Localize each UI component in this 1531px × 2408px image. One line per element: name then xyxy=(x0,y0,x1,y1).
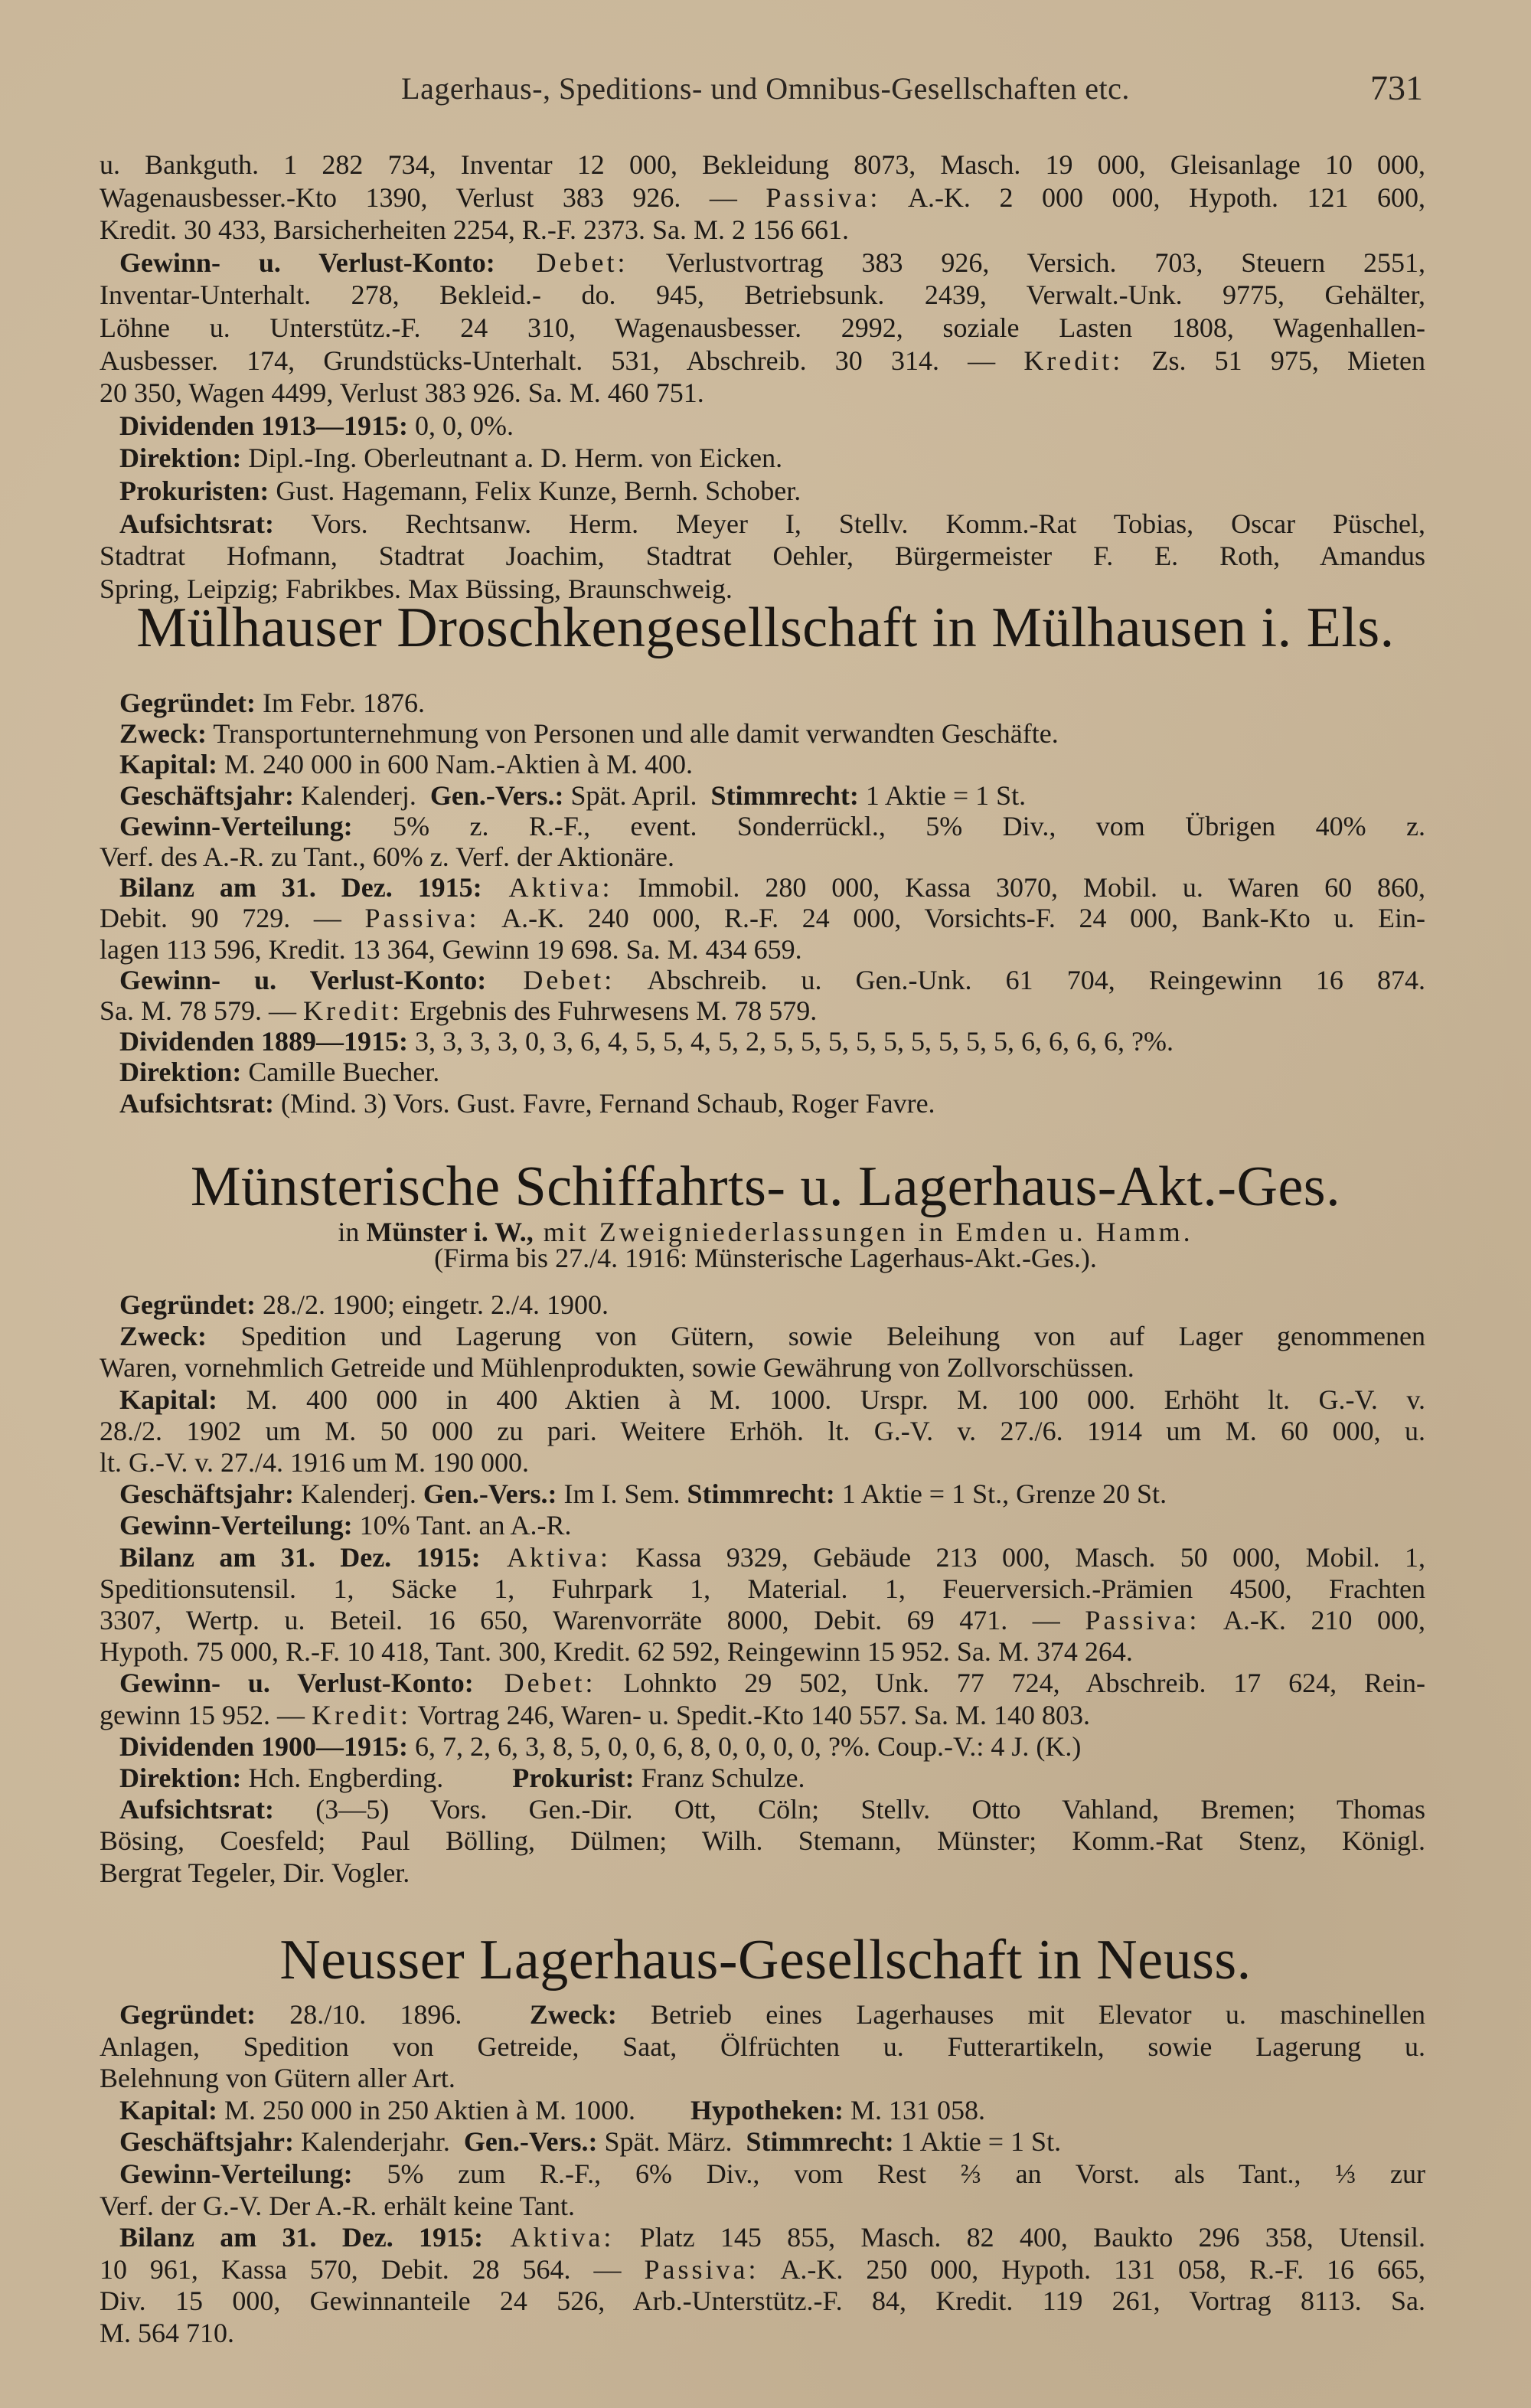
field-label: Geschäftsjahr: xyxy=(119,779,294,811)
text-line xyxy=(100,410,1425,443)
field-label: Kapital: xyxy=(119,1384,218,1415)
paragraph xyxy=(100,1999,1425,2095)
spaced-label: Debet: xyxy=(495,247,628,278)
text: Dipl.-Ing. Oberleutnant a. D. Herm. von Eicken. xyxy=(241,443,783,474)
field-label: Gen.-Vers.: xyxy=(463,2126,598,2158)
spaced-label: Kredit: xyxy=(303,995,403,1027)
text-line xyxy=(100,2191,1425,2223)
field-label: Hypotheken: xyxy=(690,2094,844,2125)
field-label: Gewinn- u. Verlust-Konto: xyxy=(119,964,487,995)
text: Abschreib. u. Gen.-Unk. 61 704, Reingewinn 16 874. xyxy=(615,964,1425,995)
text-line xyxy=(100,1668,1425,1699)
text: Anlagen, Spedition von Getreide, Saat, Ölfrüchten u. Futterartikeln, sowie Lagerung u. xyxy=(100,2031,1425,2062)
text: M. 400 000 in 400 Aktien à M. 1000. Urspr. M. 100 000. Erhöht lt. G.-V. v. xyxy=(217,1384,1425,1415)
spaced-label: Debet: xyxy=(473,1668,596,1699)
text: Hch. Engberding. xyxy=(241,1763,513,1794)
paragraph xyxy=(100,1026,1425,1057)
text-line xyxy=(100,1857,1425,1889)
paragraph xyxy=(100,442,1425,475)
paragraph xyxy=(100,1763,1425,1794)
field-label: Gegründet: xyxy=(119,1999,256,2030)
field-label: Gen.-Vers.: xyxy=(423,1478,557,1510)
text-line xyxy=(100,1088,1425,1119)
text: Camille Buecher. xyxy=(241,1057,440,1088)
paragraph xyxy=(100,718,1425,749)
text: Bösing, Coesfeld; Paul Bölling, Dülmen; Wilh. Stemann, Münster; Komm.-Rat Stenz, Königl. xyxy=(100,1825,1425,1857)
text: Wagenausbesser.-Kto 1390, Verlust 383 926. — xyxy=(100,181,766,213)
spaced-label: Passiva: xyxy=(364,903,480,934)
entry-continuation xyxy=(100,149,1425,605)
text-line xyxy=(100,1026,1425,1057)
text-line xyxy=(100,1700,1425,1731)
text: M. 131 058. xyxy=(844,2094,986,2125)
text-line xyxy=(100,1999,1425,2031)
field-label: Direktion: xyxy=(119,443,242,474)
company-heading-muensterische: Münsterische Schiffahrts- u. Lagerhaus-Akt.-Ges. xyxy=(190,1155,1341,1218)
text: Belehnung von Gütern aller Art. xyxy=(100,2063,455,2094)
text-line xyxy=(100,995,1425,1026)
paragraph xyxy=(100,1510,1425,1541)
paragraph xyxy=(100,1668,1425,1730)
text: Hypoth. 75 000, R.-F. 10 418, Tant. 300, Kredit. 62 592, Reingewinn 15 952. Sa. M. 374 264. xyxy=(100,1636,1133,1668)
text: Immobil. 280 000, Kassa 3070, Mobil. u. Waren 60 860, xyxy=(612,872,1426,903)
field-label: Münster i. W., xyxy=(366,1217,534,1247)
field-label: Prokurist: xyxy=(512,1763,635,1794)
text: 0, 0, 0%. xyxy=(408,410,514,441)
field-label: Stimmrecht: xyxy=(746,2126,894,2158)
text: Im I. Sem. xyxy=(557,1478,687,1510)
text: 10% Tant. an A.-R. xyxy=(352,1510,572,1541)
text-line xyxy=(100,1825,1425,1857)
text-line xyxy=(100,1289,1425,1321)
text: Ergebnis des Fuhrwesens M. 78 579. xyxy=(403,995,818,1027)
text-line xyxy=(100,2285,1425,2318)
paragraph xyxy=(100,688,1425,718)
text: 1 Aktie = 1 St. xyxy=(858,779,1027,811)
text: Löhne u. Unterstütz.-F. 24 310, Wagenausbesser. 2992, soziale Lasten 1808, Wagenhallen- xyxy=(100,312,1425,343)
text: Spät. März. xyxy=(597,2126,746,2158)
text-line xyxy=(100,811,1425,841)
field-label: Kapital: xyxy=(119,749,218,780)
entry-neusser xyxy=(100,1999,1425,2350)
text-line xyxy=(100,1057,1425,1087)
text-line xyxy=(100,1763,1425,1794)
text: Sa. M. 78 579. — xyxy=(100,995,304,1027)
text-line xyxy=(100,2222,1425,2254)
text: 1 Aktie = 1 St. xyxy=(893,2126,1062,2158)
field-label: Gegründet: xyxy=(119,1289,256,1320)
text-line xyxy=(100,1794,1425,1825)
text: Bergrat Tegeler, Dir. Vogler. xyxy=(100,1857,410,1888)
entry-muensterische xyxy=(100,1289,1425,1889)
field-label: Dividenden 1913—1915: xyxy=(119,410,409,441)
text: Div. 15 000, Gewinnanteile 24 526, Arb.-Unterstütz.-F. 84, Kredit. 119 261, Vortrag 8113. Sa. xyxy=(100,2285,1425,2317)
text: Transportunternehmung von Personen und alle damit verwandten Geschäfte. xyxy=(206,718,1059,750)
spaced-label: Passiva: xyxy=(1085,1605,1200,1636)
text: Gust. Hagemann, Felix Kunze, Bernh. Schober. xyxy=(269,475,801,506)
field-label: Bilanz am 31. Dez. 1915: xyxy=(119,872,482,903)
text-line xyxy=(100,903,1425,933)
field-label: Direktion: xyxy=(119,1057,242,1088)
field-label: Gegründet: xyxy=(119,688,256,718)
spaced-label: Aktiva: xyxy=(480,1541,611,1573)
text: A.-K. 250 000, Hypoth. 131 058, R.-F. 16 665, xyxy=(759,2253,1425,2285)
text-line xyxy=(100,1542,1425,1573)
text-line xyxy=(100,181,1425,214)
text-line xyxy=(100,214,1425,247)
text: M. 240 000 in 600 Nam.-Aktien à M. 400. xyxy=(217,749,693,780)
text-line xyxy=(100,1447,1425,1478)
text: u. Bankguth. 1 282 734, Inventar 12 000, Bekleidung 8073, Masch. 19 000, Gleisanlage 10 000, xyxy=(100,149,1425,180)
text: 3, 3, 3, 3, 0, 3, 6, 4, 5, 5, 4, 5, 2, 5, 5, 5, 5, 5, 5, 5, 5, 5, 6, 6, 6, 6, ?%. xyxy=(408,1026,1174,1057)
text-line xyxy=(100,2254,1425,2286)
text-line xyxy=(100,149,1425,181)
text: Kassa 9329, Gebäude 213 000, Masch. 50 000, Mobil. 1, xyxy=(611,1541,1425,1573)
spaced-label: Passiva: xyxy=(766,181,881,213)
text: Verlustvortrag 383 926, Versich. 703, Steuern 2551, xyxy=(628,247,1426,278)
paragraph xyxy=(100,1542,1425,1668)
field-label: Aufsichtsrat: xyxy=(119,508,274,539)
text-line xyxy=(100,1731,1425,1763)
paragraph xyxy=(100,2222,1425,2349)
text-line xyxy=(100,442,1425,475)
paragraph xyxy=(100,872,1425,965)
text-line xyxy=(100,540,1425,573)
text-line xyxy=(100,2063,1425,2095)
text: Lohnkto 29 502, Unk. 77 724, Abschreib. 17 624, Rein- xyxy=(596,1668,1425,1699)
text: Kalenderjahr. xyxy=(293,2126,464,2158)
text: 6, 7, 2, 6, 3, 8, 5, 0, 0, 6, 8, 0, 0, 0, 0, ?%. Coup.-V.: 4 J. (K.) xyxy=(408,1730,1082,1762)
field-label: Geschäftsjahr: xyxy=(119,2126,294,2158)
text: Spedition und Lagerung von Gütern, sowie Beleihung von auf Lager genommenen xyxy=(206,1321,1425,1352)
text-line xyxy=(100,1478,1425,1510)
text: Speditionsutensil. 1, Säcke 1, Fuhrpark 1, Material. 1, Feuerversich.-Prämien 4500, Frachten xyxy=(100,1573,1425,1604)
field-label: Dividenden 1900—1915: xyxy=(119,1730,409,1762)
text-line xyxy=(100,749,1425,779)
text: M. 250 000 in 250 Aktien à M. 1000. xyxy=(217,2094,691,2125)
field-label: Aufsichtsrat: xyxy=(119,1794,274,1825)
text-line xyxy=(100,377,1425,410)
text: 1 Aktie = 1 St., Grenze 20 St. xyxy=(834,1478,1167,1510)
text-line xyxy=(100,508,1425,541)
page-number: 731 xyxy=(1370,68,1423,107)
text: (Mind. 3) Vors. Gust. Favre, Fernand Schaub, Roger Favre. xyxy=(273,1087,935,1119)
text: Ausbesser. 174, Grundstücks-Unterhalt. 531, Abschreib. 30 314. — xyxy=(100,345,1024,376)
entry-muelhauser xyxy=(100,688,1425,1119)
spaced-label: Debet: xyxy=(486,964,615,995)
spaced-label: Aktiva: xyxy=(483,2222,615,2253)
text-line xyxy=(100,1605,1425,1636)
paragraph xyxy=(100,780,1425,811)
paragraph xyxy=(100,2126,1425,2158)
text-line xyxy=(100,1573,1425,1605)
text: Inventar-Unterhalt. 278, Bekleid.- do. 945, Betriebsunk. 2439, Verwalt.-Unk. 9775, Gehälter, xyxy=(100,279,1425,311)
text: gewinn 15 952. — xyxy=(100,1699,312,1730)
spaced-label: mit Zweigniederlassungen in Emden u. Hamm. xyxy=(533,1217,1193,1247)
field-label: Gen.-Vers.: xyxy=(429,779,564,811)
company-former-name: (Firma bis 27./4. 1916: Münsterische Lagerhaus-Akt.-Ges.). xyxy=(434,1243,1097,1273)
text: Betrieb eines Lagerhauses mit Elevator u. maschinellen xyxy=(616,1999,1425,2030)
field-label: Gewinn-Verteilung: xyxy=(119,810,353,841)
text: Debit. 90 729. — xyxy=(100,903,365,934)
field-label: Direktion: xyxy=(119,1763,242,1794)
text: A.-K. 2 000 000, Hypoth. 121 600, xyxy=(880,181,1425,213)
text: (3—5) Vors. Gen.-Dir. Ott, Cöln; Stellv. Otto Vahland, Bremen; Thomas xyxy=(273,1794,1425,1825)
text-line xyxy=(100,312,1425,345)
paragraph xyxy=(100,1731,1425,1763)
field-label: Zweck: xyxy=(119,718,207,750)
text-line xyxy=(100,1416,1425,1447)
text: Franz Schulze. xyxy=(634,1763,805,1794)
text: 5% z. R.-F., event. Sonderrückl., 5% Div., vom Übrigen 40% z. xyxy=(352,810,1425,841)
field-label: Gewinn- u. Verlust-Konto: xyxy=(119,247,495,278)
paragraph xyxy=(100,475,1425,508)
text-line xyxy=(100,279,1425,312)
text-line xyxy=(100,475,1425,508)
text: Zs. 51 975, Mieten xyxy=(1123,345,1425,376)
paragraph xyxy=(100,149,1425,247)
field-label: Aufsichtsrat: xyxy=(119,1087,274,1119)
text: Verf. des A.-R. zu Tant., 60% z. Verf. der Aktionäre. xyxy=(100,841,674,873)
text-line xyxy=(100,2126,1425,2158)
text-line xyxy=(100,1321,1425,1352)
text: M. 564 710. xyxy=(100,2317,235,2348)
paragraph xyxy=(100,1088,1425,1119)
company-heading-neusser: Neusser Lagerhaus-Gesellschaft in Neuss. xyxy=(279,1929,1252,1991)
paragraph xyxy=(100,965,1425,1026)
spaced-label: Aktiva: xyxy=(481,872,613,903)
text: 28./2. 1902 um M. 50 000 zu pari. Weitere Erhöh. lt. G.-V. v. 27./6. 1914 um M. 60 000, u. xyxy=(100,1415,1425,1446)
text: 5% zum R.-F., 6% Div., vom Rest ⅔ an Vorst. als Tant., ⅓ zur xyxy=(352,2158,1425,2189)
paragraph xyxy=(100,247,1425,410)
text-line xyxy=(100,872,1425,903)
text-line xyxy=(100,780,1425,811)
text: 10 961, Kassa 570, Debit. 28 564. — xyxy=(100,2253,645,2285)
text: Spät. April. xyxy=(563,779,711,811)
text-line xyxy=(100,345,1425,377)
text: lt. G.-V. v. 27./4. 1916 um M. 190 000. xyxy=(100,1447,530,1478)
spaced-label: Passiva: xyxy=(644,2253,759,2285)
text-line xyxy=(100,2158,1425,2191)
text: Vors. Rechtsanw. Herm. Meyer I, Stellv. Komm.-Rat Tobias, Oscar Püschel, xyxy=(273,508,1425,539)
text: Platz 145 855, Masch. 82 400, Baukto 296 358, Utensil. xyxy=(614,2222,1426,2253)
text: Verf. der G.-V. Der A.-R. erhält keine Tant. xyxy=(100,2190,575,2221)
field-label: Dividenden 1889—1915: xyxy=(119,1026,409,1057)
text: Im Febr. 1876. xyxy=(255,688,425,718)
paragraph xyxy=(100,2095,1425,2127)
field-label: Gewinn- u. Verlust-Konto: xyxy=(119,1668,474,1699)
field-label: Bilanz am 31. Dez. 1915: xyxy=(119,2222,484,2253)
text-line xyxy=(100,1384,1425,1416)
text-line xyxy=(100,2318,1425,2350)
text-line xyxy=(100,1352,1425,1384)
text: A.-K. 210 000, xyxy=(1200,1605,1425,1636)
paragraph xyxy=(100,1289,1425,1321)
text: lagen 113 596, Kredit. 13 364, Gewinn 19 698. Sa. M. 434 659. xyxy=(100,933,802,965)
field-label: Gewinn-Verteilung: xyxy=(119,2158,353,2189)
field-label: Prokuristen: xyxy=(119,475,269,506)
field-label: Zweck: xyxy=(119,1321,207,1352)
text-line xyxy=(100,1636,1425,1668)
field-label: Gewinn-Verteilung: xyxy=(119,1510,353,1541)
text-line xyxy=(100,718,1425,749)
paragraph xyxy=(100,1794,1425,1889)
paragraph xyxy=(100,508,1425,606)
field-label: Kapital: xyxy=(119,2094,218,2125)
text-line xyxy=(100,2031,1425,2063)
paragraph xyxy=(100,1057,1425,1087)
text: A.-K. 240 000, R.-F. 24 000, Vorsichts-F. 24 000, Bank-Kto u. Ein- xyxy=(479,903,1425,934)
text-line xyxy=(100,2095,1425,2127)
text-line xyxy=(100,573,1425,606)
text: 28./10. 1896. xyxy=(255,1999,530,2030)
field-label: Zweck: xyxy=(529,1999,617,2030)
paragraph xyxy=(100,811,1425,872)
spaced-label: Kredit: xyxy=(1023,345,1124,376)
text-line xyxy=(100,841,1425,872)
text: Kalenderj. xyxy=(293,1478,423,1510)
text: 28./2. 1900; eingetr. 2./4. 1900. xyxy=(255,1289,609,1320)
text: Kalenderj. xyxy=(293,779,430,811)
text-line xyxy=(100,965,1425,995)
text-line xyxy=(100,1510,1425,1541)
text-line xyxy=(100,688,1425,718)
field-label: Stimmrecht: xyxy=(710,779,859,811)
text-line xyxy=(100,934,1425,965)
text: in xyxy=(338,1217,367,1247)
text-line xyxy=(100,247,1425,279)
text: 20 350, Wagen 4499, Verlust 383 926. Sa. M. 460 751. xyxy=(100,377,704,409)
text: Vortrag 246, Waren- u. Spedit.-Kto 140 557. Sa. M. 140 803. xyxy=(410,1699,1091,1730)
field-label: Stimmrecht: xyxy=(687,1478,835,1510)
spaced-label: Kredit: xyxy=(311,1699,411,1730)
running-head: Lagerhaus-, Speditions- und Omnibus-Gesellschaften etc. xyxy=(401,71,1130,106)
text: Spring, Leipzig; Fabrikbes. Max Büssing, Braunschweig. xyxy=(100,573,733,604)
paragraph xyxy=(100,410,1425,443)
company-heading-muelhauser: Mülhauser Droschkengesellschaft in Mülhausen i. Els. xyxy=(136,596,1395,659)
field-label: Bilanz am 31. Dez. 1915: xyxy=(119,1541,481,1573)
paragraph xyxy=(100,1321,1425,1384)
text: Waren, vornehmlich Getreide und Mühlenprodukten, sowie Gewährung von Zollvorschüssen. xyxy=(100,1352,1134,1384)
field-label: Geschäftsjahr: xyxy=(119,1478,294,1510)
text: 3307, Wertp. u. Beteil. 16 650, Warenvorräte 8000, Debit. 69 471. — xyxy=(100,1605,1085,1636)
text: Stadtrat Hofmann, Stadtrat Joachim, Stadtrat Oehler, Bürgermeister F. E. Roth, Amandus xyxy=(100,541,1425,572)
paragraph xyxy=(100,1384,1425,1479)
paragraph xyxy=(100,749,1425,779)
paragraph xyxy=(100,1478,1425,1510)
text: Kredit. 30 433, Barsicherheiten 2254, R.-F. 2373. Sa. M. 2 156 661. xyxy=(100,214,850,246)
paragraph xyxy=(100,2158,1425,2222)
